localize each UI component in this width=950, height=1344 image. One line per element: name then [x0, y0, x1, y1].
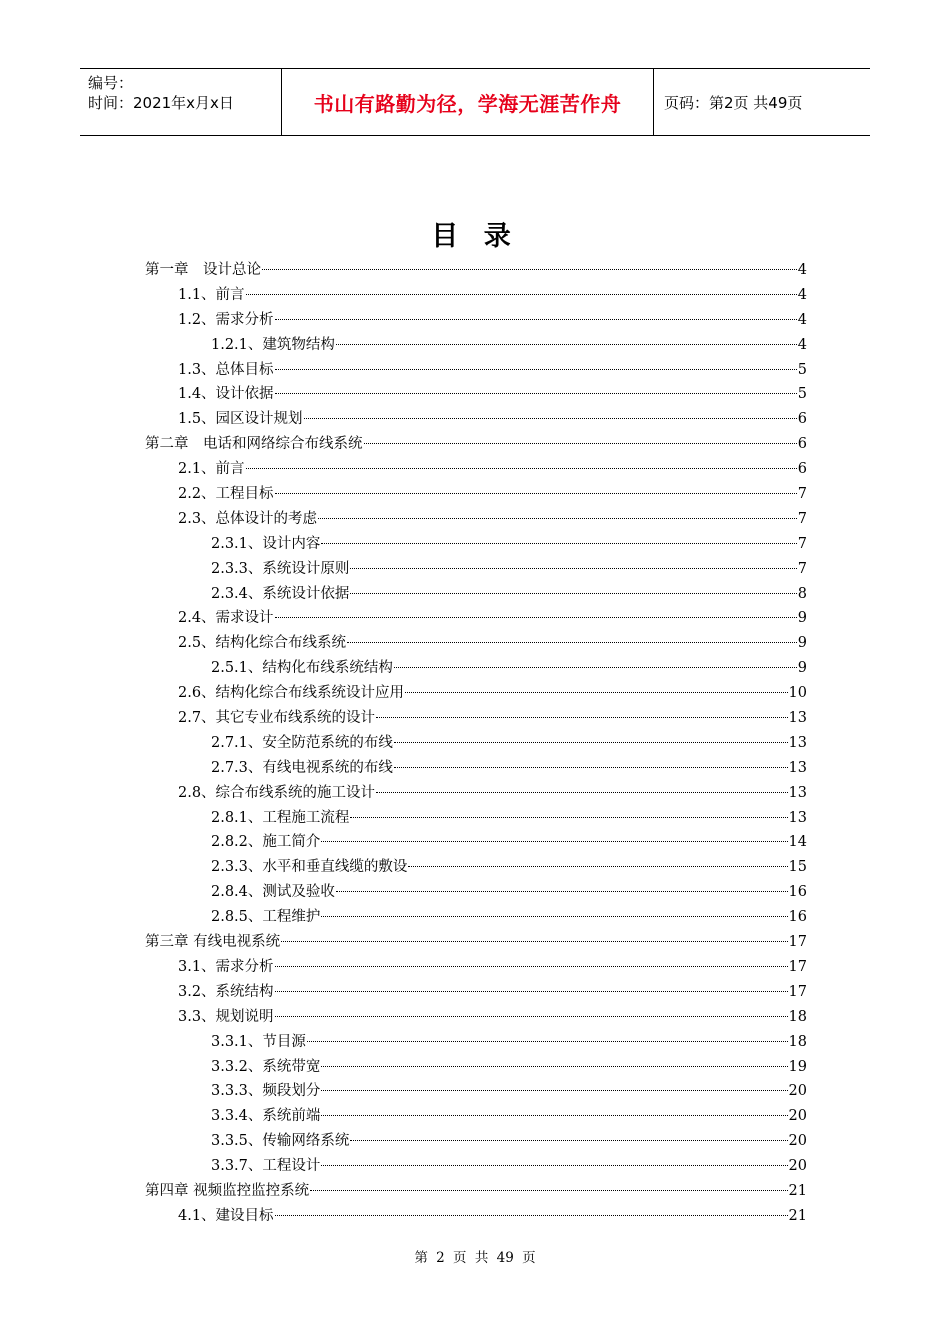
- toc-entry-text: 2.3.3、水平和垂直线缆的敷设: [211, 859, 408, 876]
- toc-leader-dots: [350, 817, 787, 818]
- toc-leader-dots: [307, 1041, 788, 1042]
- toc-entry-page: 18: [788, 1033, 807, 1050]
- toc-entry-text: 1.4、设计依据: [178, 386, 274, 403]
- toc-entry[interactable]: [145, 283, 807, 308]
- toc-entry-page: 14: [788, 834, 807, 851]
- toc-leader-dots: [336, 344, 797, 345]
- toc-entry-text: 2.5、结构化综合布线系统: [178, 635, 347, 652]
- toc-entry[interactable]: [145, 382, 807, 407]
- toc-entry-page: 16: [788, 909, 807, 926]
- header-page-info: 页码：第2页 共49页: [664, 93, 803, 112]
- toc-entry-page: 20: [788, 1133, 807, 1150]
- toc-entry-text: 3.3.1、节目源: [211, 1033, 306, 1050]
- toc-entry-page: 21: [788, 1182, 807, 1199]
- toc-entry-text: 2.7.3、有线电视系统的布线: [211, 759, 393, 776]
- toc-entry-text: 3.3.3、频段划分: [211, 1083, 321, 1100]
- toc-entry-page: 5: [797, 361, 807, 378]
- toc-entry-text: 1.2.1、建筑物结构: [211, 336, 335, 353]
- toc-entry-page: 20: [788, 1108, 807, 1125]
- toc-leader-dots: [246, 468, 797, 469]
- toc-leader-dots: [405, 692, 787, 693]
- toc-entry-text: 3.3.4、系统前端: [211, 1108, 321, 1125]
- toc-entry[interactable]: [145, 333, 807, 358]
- toc-entry-text: 2.8.5、工程维护: [211, 909, 321, 926]
- toc-leader-dots: [350, 1140, 787, 1141]
- toc-entry[interactable]: [145, 806, 807, 831]
- toc-leader-dots: [376, 717, 787, 718]
- toc-leader-dots: [350, 593, 796, 594]
- toc-entry-text: 2.1、前言: [178, 461, 245, 478]
- toc-leader-dots: [321, 1165, 787, 1166]
- toc-entry-text: 2.2、工程目标: [178, 486, 274, 503]
- toc-entry[interactable]: [145, 1079, 807, 1104]
- toc-entry-page: 4: [797, 311, 807, 328]
- toc-entry[interactable]: [145, 681, 807, 706]
- toc-entry[interactable]: [145, 930, 807, 955]
- toc-leader-dots: [318, 518, 797, 519]
- toc-entry-text: 2.3.3、系统设计原则: [211, 560, 350, 577]
- toc-leader-dots: [350, 568, 796, 569]
- toc-entry-page: 21: [788, 1207, 807, 1224]
- toc-entry[interactable]: [145, 308, 807, 333]
- toc-entry-text: 2.8、综合布线系统的施工设计: [178, 784, 376, 801]
- toc-leader-dots: [321, 1090, 787, 1091]
- toc-entry-text: 2.3.1、设计内容: [211, 535, 321, 552]
- toc-entry[interactable]: [145, 1154, 807, 1179]
- toc-entry[interactable]: [145, 1030, 807, 1055]
- toc-entry-page: 20: [788, 1083, 807, 1100]
- toc-title: 目 录: [431, 221, 519, 252]
- toc-entry-page: 8: [797, 585, 807, 602]
- toc-entry[interactable]: [145, 1204, 807, 1229]
- toc-entry-text: 3.3.2、系统带宽: [211, 1058, 321, 1075]
- toc-leader-dots: [394, 767, 788, 768]
- toc-leader-dots: [336, 891, 788, 892]
- toc-entry[interactable]: [145, 955, 807, 980]
- toc-entry[interactable]: [145, 582, 807, 607]
- toc-leader-dots: [275, 493, 797, 494]
- toc-leader-dots: [275, 319, 797, 320]
- toc-entry[interactable]: [145, 1005, 807, 1030]
- toc-entry[interactable]: [145, 756, 807, 781]
- toc-entry[interactable]: [145, 656, 807, 681]
- toc-entry-text: 第二章 电话和网络综合布线系统: [145, 436, 363, 453]
- header-meta: [80, 69, 282, 135]
- toc-leader-dots: [262, 269, 797, 270]
- toc-entry-text: 3.1、需求分析: [178, 958, 274, 975]
- toc-entry-text: 1.3、总体目标: [178, 361, 274, 378]
- toc-entry[interactable]: [145, 606, 807, 631]
- toc-entry-text: 2.7.1、安全防范系统的布线: [211, 734, 393, 751]
- toc-leader-dots: [321, 543, 796, 544]
- toc-entry-text: 1.5、园区设计规划: [178, 411, 303, 428]
- toc-leader-dots: [275, 393, 797, 394]
- toc-entry[interactable]: [145, 258, 807, 283]
- toc-entry-page: 13: [788, 784, 807, 801]
- toc-entry-page: 20: [788, 1158, 807, 1175]
- toc-entry[interactable]: [145, 1104, 807, 1129]
- toc-entry-page: 4: [797, 286, 807, 303]
- toc-entry-page: 7: [797, 486, 807, 503]
- toc-leader-dots: [310, 1190, 787, 1191]
- toc-entry-text: 3.3、规划说明: [178, 1008, 274, 1025]
- toc-entry-text: 3.3.7、工程设计: [211, 1158, 321, 1175]
- toc-leader-dots: [275, 617, 797, 618]
- toc-leader-dots: [281, 941, 787, 942]
- toc-leader-dots: [394, 742, 788, 743]
- toc-entry-text: 2.5.1、结构化布线系统结构: [211, 660, 393, 677]
- toc-entry[interactable]: [145, 1055, 807, 1080]
- toc-entry-text: 2.7、其它专业布线系统的设计: [178, 710, 376, 727]
- toc-entry[interactable]: [145, 407, 807, 432]
- toc-entry[interactable]: [145, 358, 807, 383]
- toc-entry-text: 第一章 设计总论: [145, 262, 261, 278]
- toc-leader-dots: [246, 294, 797, 295]
- toc-entry[interactable]: [145, 880, 807, 905]
- toc-entry[interactable]: [145, 905, 807, 930]
- toc-leader-dots: [321, 916, 787, 917]
- toc-entry-page: 9: [797, 635, 807, 652]
- toc-entry-text: 2.8.1、工程施工流程: [211, 809, 350, 826]
- toc-leader-dots: [321, 1066, 787, 1067]
- toc-entry-page: 15: [788, 859, 807, 876]
- toc-entry-text: 第三章 有线电视系统: [145, 934, 281, 951]
- toc-leader-dots: [321, 1115, 787, 1116]
- toc-entry-page: 13: [788, 809, 807, 826]
- toc-entry-text: 1.2、需求分析: [178, 311, 274, 328]
- page-header: [80, 68, 870, 136]
- toc-leader-dots: [347, 642, 797, 643]
- toc-entry[interactable]: [145, 731, 807, 756]
- header-motto: 书山有路勤为径，学海无涯苦作舟: [282, 69, 654, 135]
- toc-entry-text: 2.8.2、施工简介: [211, 834, 321, 851]
- toc-entry[interactable]: [145, 457, 807, 482]
- page-footer: 第 2 页 共 49 页: [414, 1250, 536, 1266]
- toc-entry-page: 4: [797, 336, 807, 353]
- toc-entry-text: 4.1、建设目标: [178, 1207, 274, 1224]
- toc-entry-page: 6: [797, 411, 807, 428]
- toc-entry-page: 17: [788, 983, 807, 1000]
- document-number-label: 编号：: [88, 74, 134, 92]
- toc-leader-dots: [376, 792, 787, 793]
- toc-entry-text: 2.6、结构化综合布线系统设计应用: [178, 685, 405, 702]
- toc-leader-dots: [275, 966, 788, 967]
- toc-entry[interactable]: [145, 980, 807, 1005]
- toc-leader-dots: [394, 667, 797, 668]
- toc-leader-dots: [321, 841, 787, 842]
- toc-entry[interactable]: [145, 1179, 807, 1204]
- toc-entry-page: 13: [788, 734, 807, 751]
- toc-entry-text: 3.2、系统结构: [178, 983, 274, 1000]
- toc-entry-page: 17: [788, 934, 807, 951]
- toc-entry-page: 17: [788, 958, 807, 975]
- toc-leader-dots: [304, 418, 797, 419]
- toc-entry[interactable]: [145, 532, 807, 557]
- toc-entry-page: 5: [797, 386, 807, 403]
- toc-entry-page: 7: [797, 535, 807, 552]
- toc-entry-page: 18: [788, 1008, 807, 1025]
- toc-entry-page: 10: [788, 685, 807, 702]
- toc-entry-page: 9: [797, 610, 807, 627]
- toc-entry[interactable]: [145, 781, 807, 806]
- toc-entry-page: 6: [797, 436, 807, 453]
- toc-leader-dots: [275, 991, 788, 992]
- toc-entry[interactable]: [145, 432, 807, 457]
- toc-entry-page: 7: [797, 560, 807, 577]
- toc-entry-page: 16: [788, 884, 807, 901]
- toc-entry-text: 2.3.4、系统设计依据: [211, 585, 350, 602]
- toc-entry[interactable]: [145, 507, 807, 532]
- toc-entry-page: 7: [797, 510, 807, 527]
- toc-entry[interactable]: [145, 706, 807, 731]
- toc-entry[interactable]: [145, 482, 807, 507]
- toc-entry[interactable]: [145, 830, 807, 855]
- toc-entry-text: 2.3、总体设计的考虑: [178, 510, 318, 527]
- toc-leader-dots: [408, 866, 787, 867]
- toc-entry-page: 13: [788, 710, 807, 727]
- toc-entry-text: 2.8.4、测试及验收: [211, 884, 335, 901]
- toc-entry-text: 2.4、需求设计: [178, 610, 274, 627]
- toc-entry-text: 第四章 视频监控监控系统: [145, 1182, 310, 1199]
- toc-entry-page: 13: [788, 759, 807, 776]
- toc-entry-page: 4: [797, 262, 807, 278]
- toc-entry[interactable]: [145, 1129, 807, 1154]
- toc-entry-page: 6: [797, 461, 807, 478]
- toc-entry[interactable]: [145, 855, 807, 880]
- toc-leader-dots: [275, 369, 797, 370]
- toc-entry[interactable]: [145, 557, 807, 582]
- toc-entry-page: 19: [788, 1058, 807, 1075]
- toc-entry-page: 9: [797, 660, 807, 677]
- toc-leader-dots: [275, 1215, 788, 1216]
- toc-entry[interactable]: [145, 631, 807, 656]
- toc-leader-dots: [364, 443, 797, 444]
- table-of-contents: [145, 258, 807, 1229]
- toc-entry-text: 3.3.5、传输网络系统: [211, 1133, 350, 1150]
- toc-leader-dots: [275, 1016, 788, 1017]
- toc-entry-text: 1.1、前言: [178, 286, 245, 303]
- document-date-label: 时间：2021年x月x日: [88, 94, 234, 112]
